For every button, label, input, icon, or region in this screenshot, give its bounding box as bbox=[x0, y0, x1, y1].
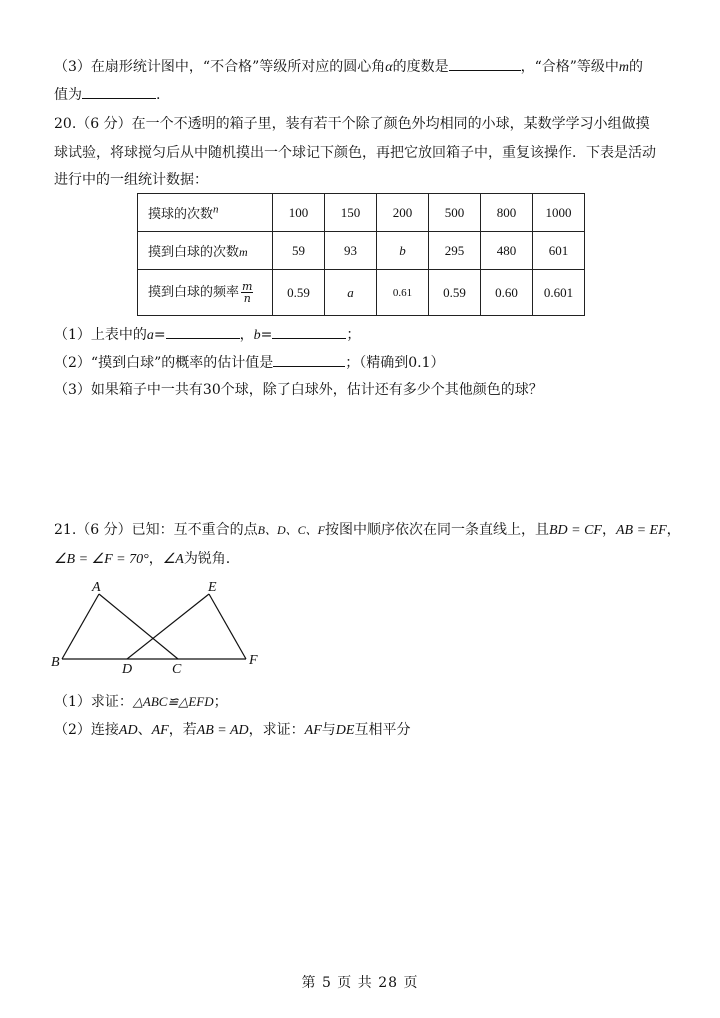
table-row bbox=[138, 232, 585, 270]
q19-part3-line2: 值为 . bbox=[54, 84, 160, 105]
page-footer: 第 5 页 共 28 页 bbox=[301, 975, 419, 991]
q19-part3-line1: （3）在扇形统计图中，“不合格”等级所对应的圆心角α的度数是 ，“合格”等级中m的 bbox=[54, 56, 643, 78]
table-cell: 150 bbox=[325, 194, 377, 232]
label-c: C bbox=[172, 662, 182, 674]
row-header: 摸到白球的频率 $\frac{m}{n}$ bbox=[138, 270, 273, 316]
table-cell: 0.59 bbox=[273, 270, 325, 316]
table-cell: 601 bbox=[533, 232, 585, 270]
label-d: D bbox=[122, 662, 133, 674]
table-row bbox=[138, 270, 585, 316]
table-cell: 59 bbox=[273, 232, 325, 270]
row-header: 摸到白球的次数m bbox=[138, 232, 273, 270]
label-a: A bbox=[92, 580, 101, 595]
q21-part2: （2）连接AD、AF，若AB = AD，求证：AF与DE互相平分 bbox=[54, 722, 411, 738]
table-cell: 0.59 bbox=[429, 270, 481, 316]
q20-part2: （2）“摸到白球”的概率的估计值是 ；（精确到0.1） bbox=[54, 352, 445, 373]
table-cell: 200 bbox=[377, 194, 429, 232]
q20-part3: （3）如果箱子中一共有30个球，除了白球外，估计还有多少个其他颜色的球？ bbox=[54, 382, 543, 398]
statistics-table bbox=[137, 193, 585, 316]
row-header: 摸球的次数$^n$ bbox=[138, 194, 273, 232]
answer-blank[interactable] bbox=[82, 84, 156, 99]
segment-ab bbox=[62, 594, 99, 659]
q21-line1: 21.（6 分）已知：互不重合的点B、D、C、F按图中顺序依次在同一条直线上，且BD = CF，AB = EF， bbox=[54, 522, 681, 538]
segment-ef bbox=[209, 594, 246, 659]
table-cell: 0.601 bbox=[533, 270, 585, 316]
q20-line1: 20.（6 分）在一个不透明的箱子里，装有若干个除了颜色外均相同的小球，某数学学习小组做摸 bbox=[54, 116, 650, 132]
table-cell: 93 bbox=[325, 232, 377, 270]
q20-line2: 球试验，将球搅匀后从中随机摸出一个球记下颜色，再把它放回箱子中，重复该操作．下表是活动 bbox=[54, 145, 656, 161]
answer-blank[interactable] bbox=[449, 56, 521, 71]
table-cell: 0.60 bbox=[481, 270, 533, 316]
table-cell: b bbox=[377, 232, 429, 270]
label-b: B bbox=[51, 655, 60, 670]
label-f: F bbox=[249, 653, 258, 668]
table-row bbox=[138, 194, 585, 232]
answer-blank[interactable] bbox=[272, 324, 346, 339]
table-cell: 500 bbox=[429, 194, 481, 232]
table-cell: 295 bbox=[429, 232, 481, 270]
table-cell: 480 bbox=[481, 232, 533, 270]
answer-blank[interactable] bbox=[166, 324, 240, 339]
q20-part1: （1）上表中的a= ，b= ； bbox=[54, 324, 360, 346]
fraction: $\frac{m}{n}$ bbox=[242, 280, 253, 305]
table-cell: 800 bbox=[481, 194, 533, 232]
q20-line3: 进行中的一组统计数据： bbox=[54, 172, 208, 188]
table-cell: 1000 bbox=[533, 194, 585, 232]
table-cell: a bbox=[325, 270, 377, 316]
q21-line2: ∠B = ∠F = 70°，∠A为锐角. bbox=[54, 551, 231, 567]
triangles-figure bbox=[44, 574, 274, 674]
q21-part1: （1）求证：△ABC≌△EFD； bbox=[54, 694, 228, 710]
table-cell: 100 bbox=[273, 194, 325, 232]
answer-blank[interactable] bbox=[273, 352, 345, 367]
table-cell: 0.61 bbox=[377, 270, 429, 316]
label-e: E bbox=[208, 580, 217, 595]
